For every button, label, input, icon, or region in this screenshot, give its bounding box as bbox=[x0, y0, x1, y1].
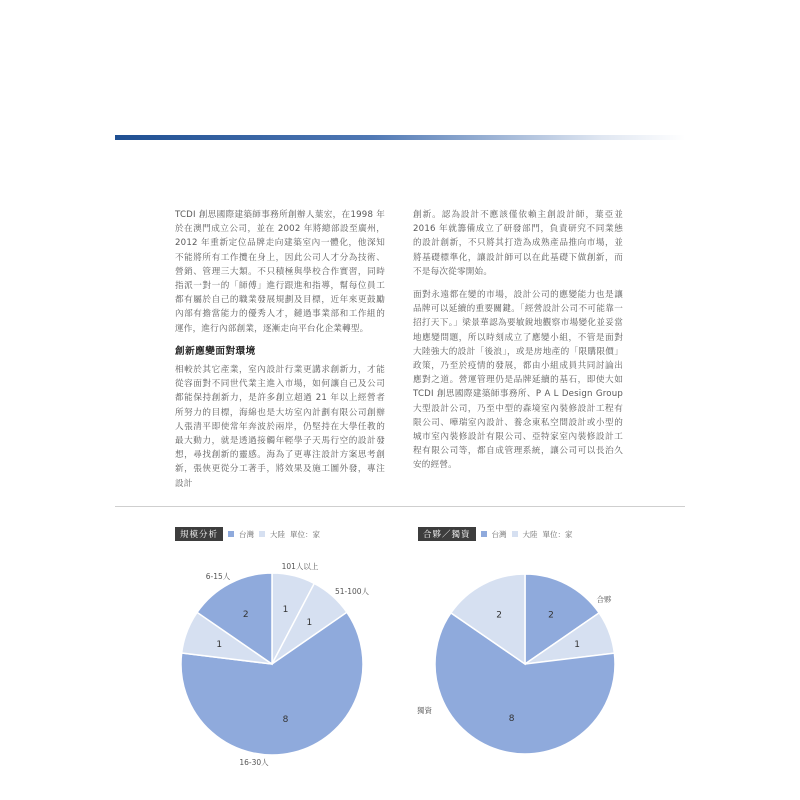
slice-value-label: 1 bbox=[216, 639, 223, 650]
chart-title: 規模分析 bbox=[175, 527, 223, 541]
unit-label: 單位：家 bbox=[542, 529, 573, 539]
slice-value-label: 2 bbox=[496, 610, 502, 621]
chart-title: 合夥／獨資 bbox=[418, 527, 476, 541]
slice-value-label: 1 bbox=[282, 605, 289, 616]
slice-value-label: 8 bbox=[282, 714, 289, 725]
legend-label: 台灣 bbox=[239, 529, 255, 539]
paragraph: 相較於其它產業，室內設計行業更講求創新力，才能從容面對不同世代業主進入市場，如何讓自己及公司都能保持創新力，是許多創立超過 21 年以上經營者所努力的目標，海綿也是大坊室內計劃有限公司創辦人張清平即使常年奔波於兩岸，仍堅持在大學任教的最大動力，就是透過接觸年輕學子天馬行空的設計發想，尋找創新的靈感。海為了更專注設計方案思考創新，張俠更從分工著手，將效果及施工圖外發，專注設計 bbox=[175, 365, 385, 489]
slice-category-label: 16-30人 bbox=[239, 758, 269, 767]
slice-value-label: 1 bbox=[574, 640, 581, 651]
slice-value-label: 2 bbox=[548, 610, 554, 621]
slice-category-label: 合夥 bbox=[596, 595, 612, 604]
slice-category-label: 6-15人 bbox=[205, 572, 231, 581]
legend-label: 大陸 bbox=[522, 529, 538, 539]
slice-category-label: 獨資 bbox=[417, 706, 432, 715]
slice-category-label: 101人以上 bbox=[281, 562, 319, 571]
section-heading: 創新應變面對環境 bbox=[175, 345, 256, 357]
paragraph: 面對永遠都在變的市場，設計公司的應變能力也是讓品牌可以延續的重要關鍵。「經營設計公司不可能靠一招打天下。」梁景華認為要敏銳地觀察市場變化並妥當地應變問題，所以時刻成立了應變小組，不管是面對大陸強大的設計「後浪」，或是房地產的「限購限價」政策，乃至於疫情的發展，都由小組成員共同討論出應對之道。營運管理仍是品牌延續的基石，即使大如 TCDI 創思國際建築師事務所、P A L Design Group 大型設計公司，乃至中型的森境室內裝修設計工程有限公司、嘩瑞室內設計、養念東私空間設計或小型的城市室內裝修設計有限公司、亞特家室內裝修設計工程有限公司等，都自成管理系統，讓公司可以長治久安的經營。 bbox=[413, 290, 623, 471]
legend-label: 大陸 bbox=[270, 529, 286, 539]
paragraph: 創新。認為設計不應該僅依賴主創設計師，葉亞並2016 年就籌備成立了研發部門，負責研究不同業態的設計創新，不只將其打造為成熟產品推向市場，並將基礎標準化，讓設計師可以在此基礎下做創新，而不是每次從零開始。 bbox=[413, 210, 623, 277]
unit-label: 單位：家 bbox=[290, 529, 321, 539]
slice-value-label: 8 bbox=[508, 714, 515, 725]
slice-category-label: 51-100人 bbox=[334, 587, 370, 596]
slice-value-label: 1 bbox=[306, 617, 313, 628]
slice-value-label: 2 bbox=[242, 610, 249, 621]
legend-label: 台灣 bbox=[491, 529, 507, 539]
paragraph: TCDI 創思國際建築師事務所創辦人葉宏，在1998 年於在澳門成立公司，並在 2002 年將總部設至廣州，2012 年重新定位品牌走向建築室內一體化，他深知不能將所有工作攬在身上，因此公司人才分為技術、營銷、管理三大類。不只積極與學校合作實習，同時指派一對一的「師傅」進行跟進和指導，幫每位員工都有屬於自己的職業發展規劃及目標，近年來更鼓勵內部有擔當能力的優秀人才，鏈過事業部和工作組的運作，進行內部創業，逐漸走向平台化企業轉型。 bbox=[175, 210, 385, 334]
